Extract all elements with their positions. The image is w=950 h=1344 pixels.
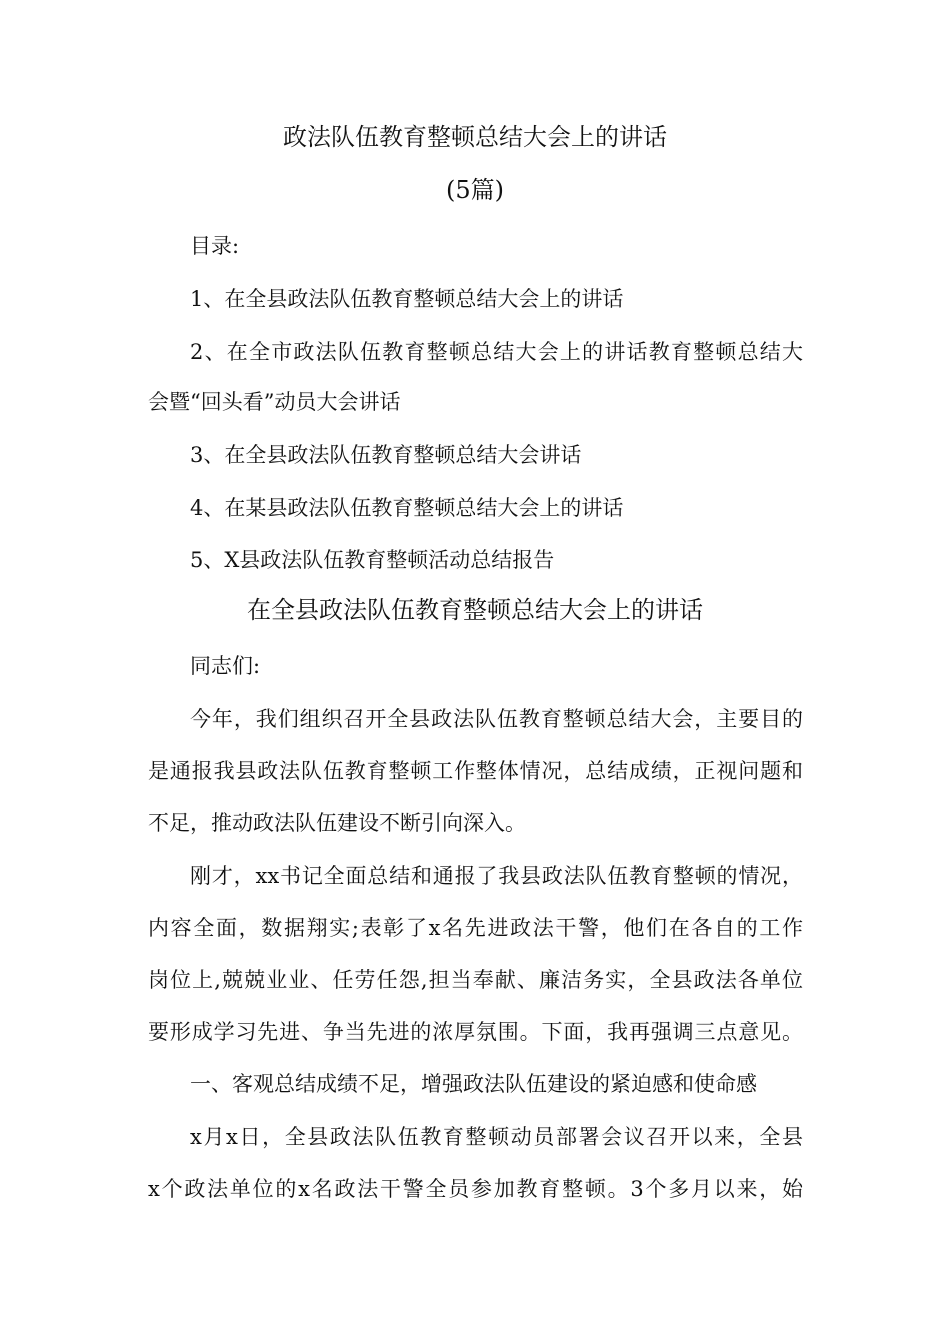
paragraph-2-line-2: 内容全面，数据翔实;表彰了x名先进政法干警，他们在各自的工作 (148, 916, 803, 940)
paragraph-2-line-4: 要形成学习先进、争当先进的浓厚氛围。下面，我再强调三点意见。 (148, 1020, 803, 1044)
toc-item-5: 5、X县政法队伍教育整顿活动总结报告 (190, 548, 555, 572)
document-subtitle: (5篇) (446, 176, 504, 204)
paragraph-1-line-3: 不足，推动政法队伍建设不断引向深入。 (148, 811, 526, 835)
section-title: 在全县政法队伍教育整顿总结大会上的讲话 (247, 596, 703, 624)
document-title: 政法队伍教育整顿总结大会上的讲话 (283, 123, 667, 151)
paragraph-1-line-2: 是通报我县政法队伍教育整顿工作整体情况，总结成绩，正视问题和 (148, 759, 803, 783)
paragraph-2-line-1: 刚才，xx书记全面总结和通报了我县政法队伍教育整顿的情况， (190, 864, 803, 888)
toc-item-2-continued: 会暨“回头看”动员大会讲话 (148, 390, 401, 414)
heading-1: 一、客观总结成绩不足，增强政法队伍建设的紧迫感和使命感 (190, 1072, 757, 1096)
toc-item-1: 1、在全县政法队伍教育整顿总结大会上的讲话 (190, 287, 624, 311)
toc-item-2: 2、在全市政法队伍教育整顿总结大会上的讲话教育整顿总结大 (190, 340, 803, 364)
paragraph-3-line-1: x月x日，全县政法队伍教育整顿动员部署会议召开以来，全县 (190, 1125, 803, 1149)
toc-item-3: 3、在全县政法队伍教育整顿总结大会讲话 (190, 443, 582, 467)
paragraph-2-line-3: 岗位上,兢兢业业、任劳任怨,担当奉献、廉洁务实，全县政法各单位 (148, 968, 803, 992)
greeting: 同志们: (190, 654, 261, 678)
paragraph-1-line-1: 今年，我们组织召开全县政法队伍教育整顿总结大会，主要目的 (190, 707, 803, 731)
toc-item-4: 4、在某县政法队伍教育整顿总结大会上的讲话 (190, 496, 624, 520)
toc-label: 目录: (190, 234, 240, 258)
paragraph-3-line-2: x个政法单位的x名政法干警全员参加教育整顿。3个多月以来，始 (148, 1177, 803, 1201)
